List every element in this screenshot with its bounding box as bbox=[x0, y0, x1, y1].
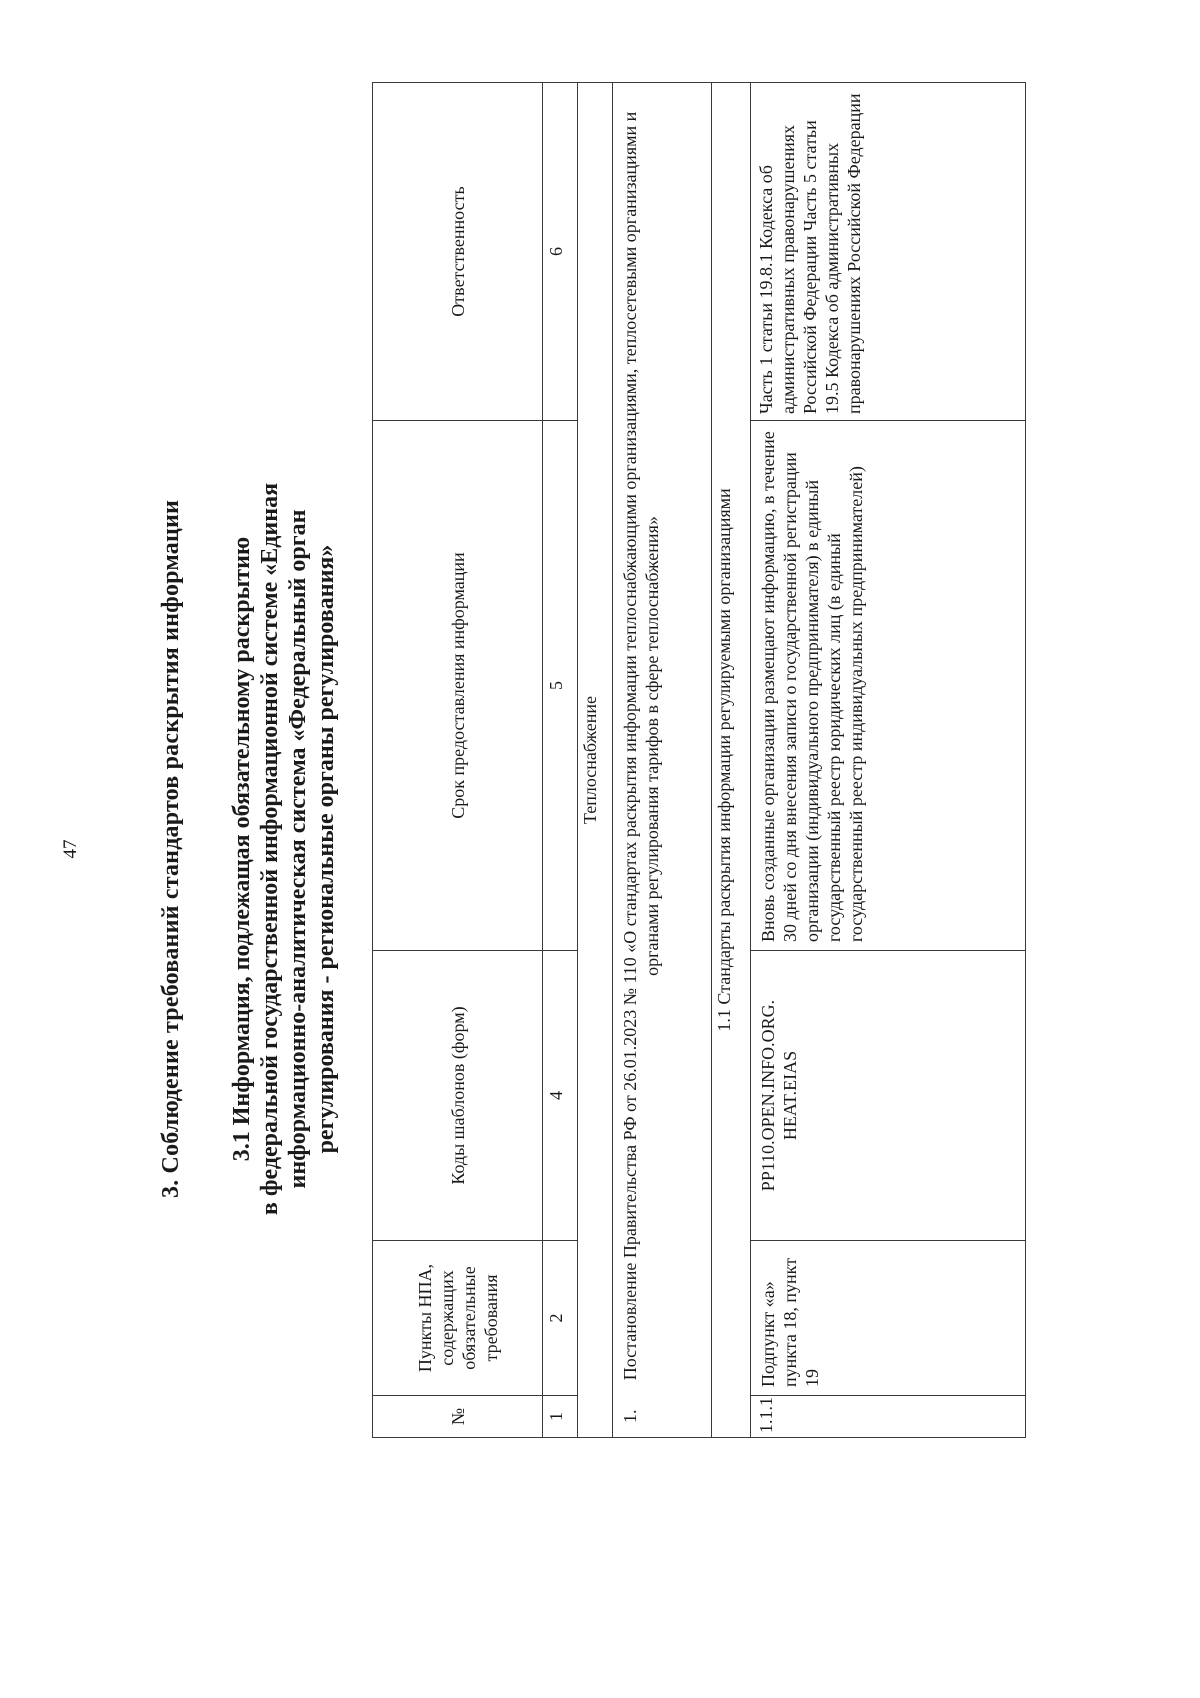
header-deadline: Срок предоставления информации bbox=[373, 421, 543, 951]
row-liability: Часть 1 статьи 19.8.1 Кодекса об административных правонарушениях Российской Федерации Часть 5 статьи 19.5 Кодекса об административных правонарушениях Российской Федерации bbox=[751, 83, 1026, 421]
subsection-heading-line: регулирования - региональные органы регулирования» bbox=[313, 544, 339, 1154]
decree-row bbox=[613, 83, 712, 1438]
requirements-table bbox=[372, 82, 1026, 1438]
decree-cell bbox=[613, 83, 712, 1438]
column-number: 4 bbox=[543, 951, 578, 1241]
page-number: 47 bbox=[60, 839, 81, 859]
subsection-heading-line: информационно-аналитическая система «Федеральный орган bbox=[285, 509, 311, 1189]
table-row bbox=[751, 83, 1026, 1438]
row-template-codes: PP110.OPEN.INFO.ORG. HEAT.EIAS bbox=[751, 951, 1026, 1241]
subsection-heading-line: 3.1 Информация, подлежащая обязательному раскрытию bbox=[229, 536, 255, 1162]
subsection-heading-line: в федеральной государственной информационной системе «Единая bbox=[257, 482, 283, 1216]
decree-index: 1. bbox=[620, 1409, 640, 1423]
header-template-codes: Коды шаблонов (форм) bbox=[373, 951, 543, 1241]
subsection-label: 1.1 Стандарты раскрытия информации регулируемыми организациями bbox=[712, 83, 751, 1438]
column-number-row bbox=[543, 83, 578, 1438]
row-deadline: Вновь созданные организации размещают информацию, в течение 30 дней со дня внесения записи о государственной регистрации организации (индивидуального предпринимателя) в единый государственный реестр юридических лиц (в единый государственный реестр индивидуальных предпринимателей) bbox=[751, 421, 1026, 951]
decree-text: Постановление Правительства РФ от 26.01.2023 № 110 «О стандартах раскрытия информации теплоснабжающими организациями, теплосетевыми организациями и органами регулирования тарифов в сфере теплоснабжения» bbox=[620, 111, 662, 1381]
subsection-row bbox=[712, 83, 751, 1438]
header-liability: Ответственность bbox=[373, 83, 543, 421]
column-number: 5 bbox=[543, 421, 578, 951]
column-number: 2 bbox=[543, 1241, 578, 1396]
column-number: 1 bbox=[543, 1396, 578, 1438]
row-number: 1.1.1 bbox=[751, 1396, 1026, 1438]
category-row bbox=[578, 83, 613, 1438]
header-npa-points: Пункты НПА, содержащих обязательные требования bbox=[373, 1241, 543, 1396]
column-number: 6 bbox=[543, 83, 578, 421]
row-npa-points: Подпункт «а» пункта 18, пункт 19 bbox=[751, 1241, 1026, 1396]
subsection-heading bbox=[228, 300, 340, 1398]
header-number: № bbox=[373, 1396, 543, 1438]
section-heading: 3. Соблюдение требований стандартов раскрытия информации bbox=[158, 499, 184, 1199]
table-header-row bbox=[373, 83, 543, 1438]
category-label: Теплоснабжение bbox=[578, 83, 613, 1438]
